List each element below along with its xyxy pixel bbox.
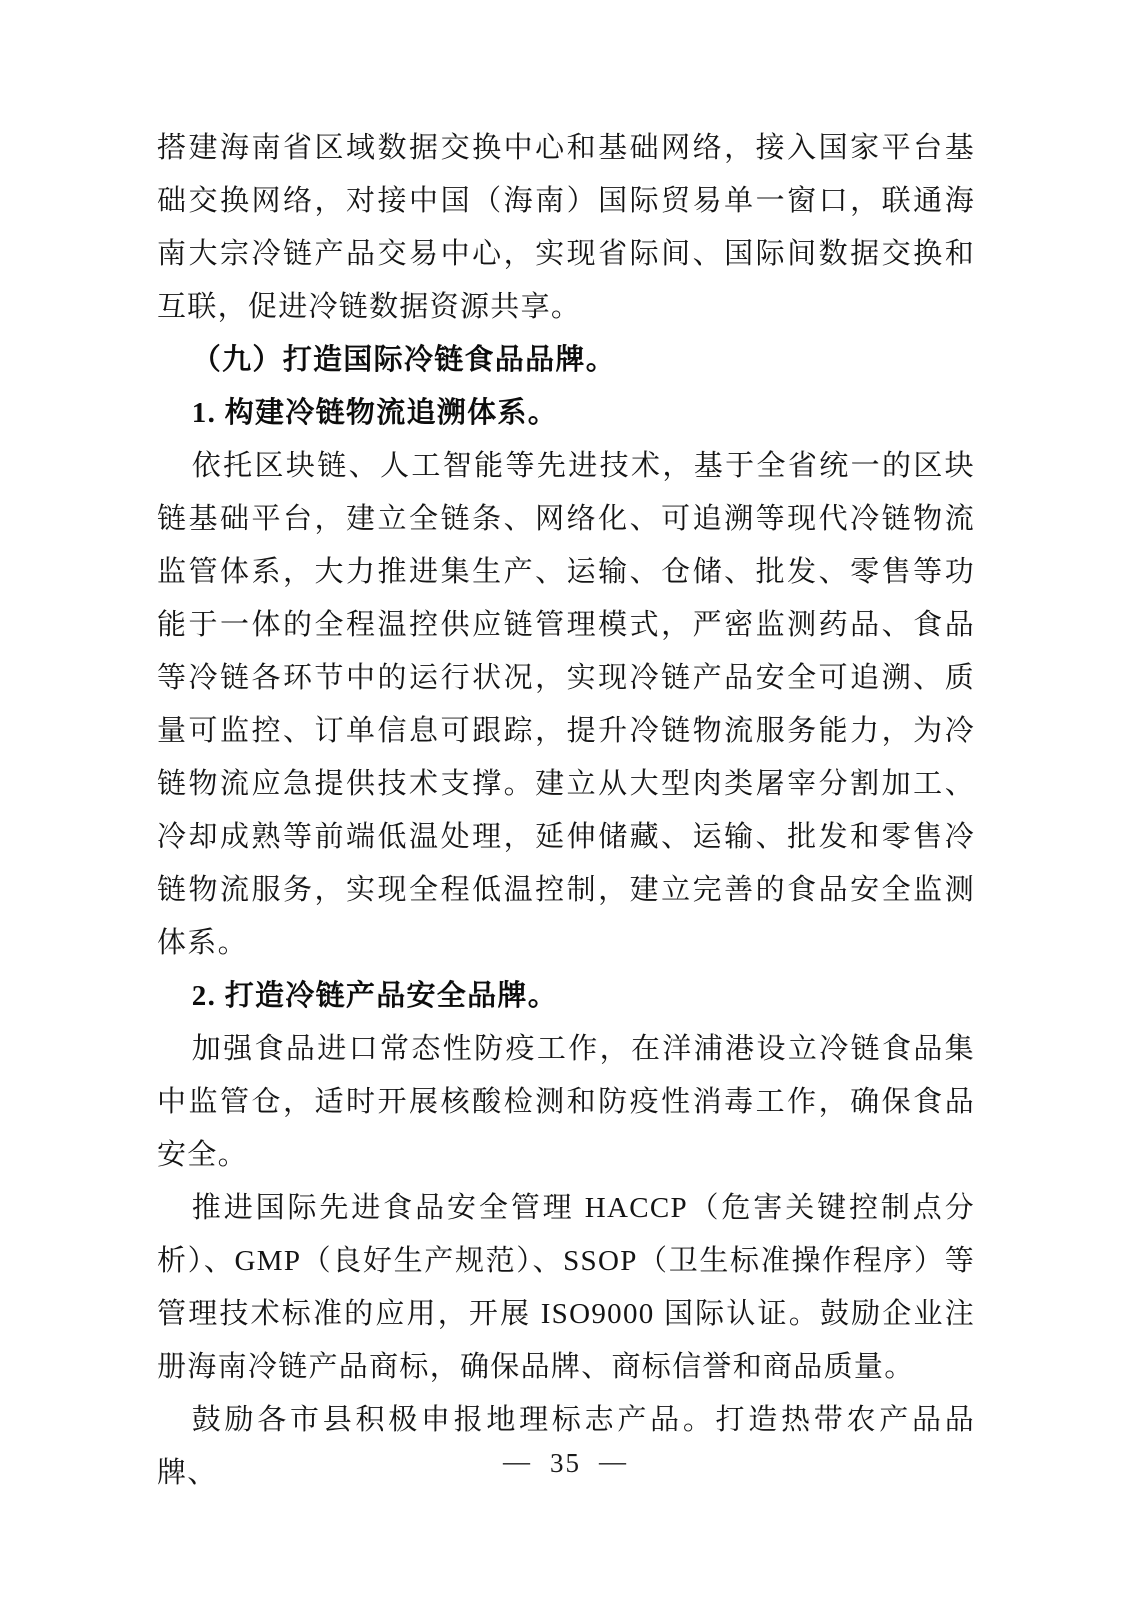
section-heading: （九）打造国际冷链食品品牌。: [191, 344, 616, 376]
footer-dash-left: —: [503, 1446, 532, 1476]
page-number: 35: [550, 1448, 581, 1478]
body-paragraph: 依托区块链、人工智能等先进技术，基于全省统一的区块链基础平台，建立全链条、网络化、可追溯等现代冷链物流监管体系，大力推进集生产、运输、仓储、批发、零售等功能于一体的全程温控供应链管理模式，严密监测药品、食品等冷链各环节中的运行状况，实现冷链产品安全可追溯、质量可监控、订单信息可跟踪，提升冷链物流服务能力，为冷链物流应急提供技术支撑。建立从大型肉类屠宰分割加工、冷却成熟等前端低温处理，延伸储藏、运输、批发和零售冷链物流服务，实现全程低温控制，建立完善的食品安全监测体系。: [157, 450, 975, 959]
section-heading: 1. 构建冷链物流追溯体系。: [191, 397, 558, 429]
document-body: [157, 122, 975, 1500]
footer-dash-right: —: [599, 1446, 628, 1476]
page-footer: [0, 1448, 1131, 1479]
body-paragraph: 加强食品进口常态性防疫工作，在洋浦港设立冷链食品集中监管仓，适时开展核酸检测和防疫性消毒工作，确保食品安全。: [157, 1033, 975, 1171]
body-paragraph: 搭建海南省区域数据交换中心和基础网络，接入国家平台基础交换网络，对接中国（海南）国际贸易单一窗口，联通海南大宗冷链产品交易中心，实现省际间、国际间数据交换和互联，促进冷链数据资源共享。: [157, 132, 975, 323]
body-paragraph: 鼓励各市县积极申报地理标志产品。打造热带农产品品牌、: [157, 1404, 975, 1489]
section-heading: 2. 打造冷链产品安全品牌。: [191, 980, 558, 1012]
body-paragraph: 推进国际先进食品安全管理 HACCP（危害关键控制点分析）、GMP（良好生产规范）、SSOP（卫生标准操作程序）等管理技术标准的应用，开展 ISO9000 国际认证。鼓励企业注册海南冷链产品商标，确保品牌、商标信誉和商品质量。: [157, 1192, 975, 1383]
